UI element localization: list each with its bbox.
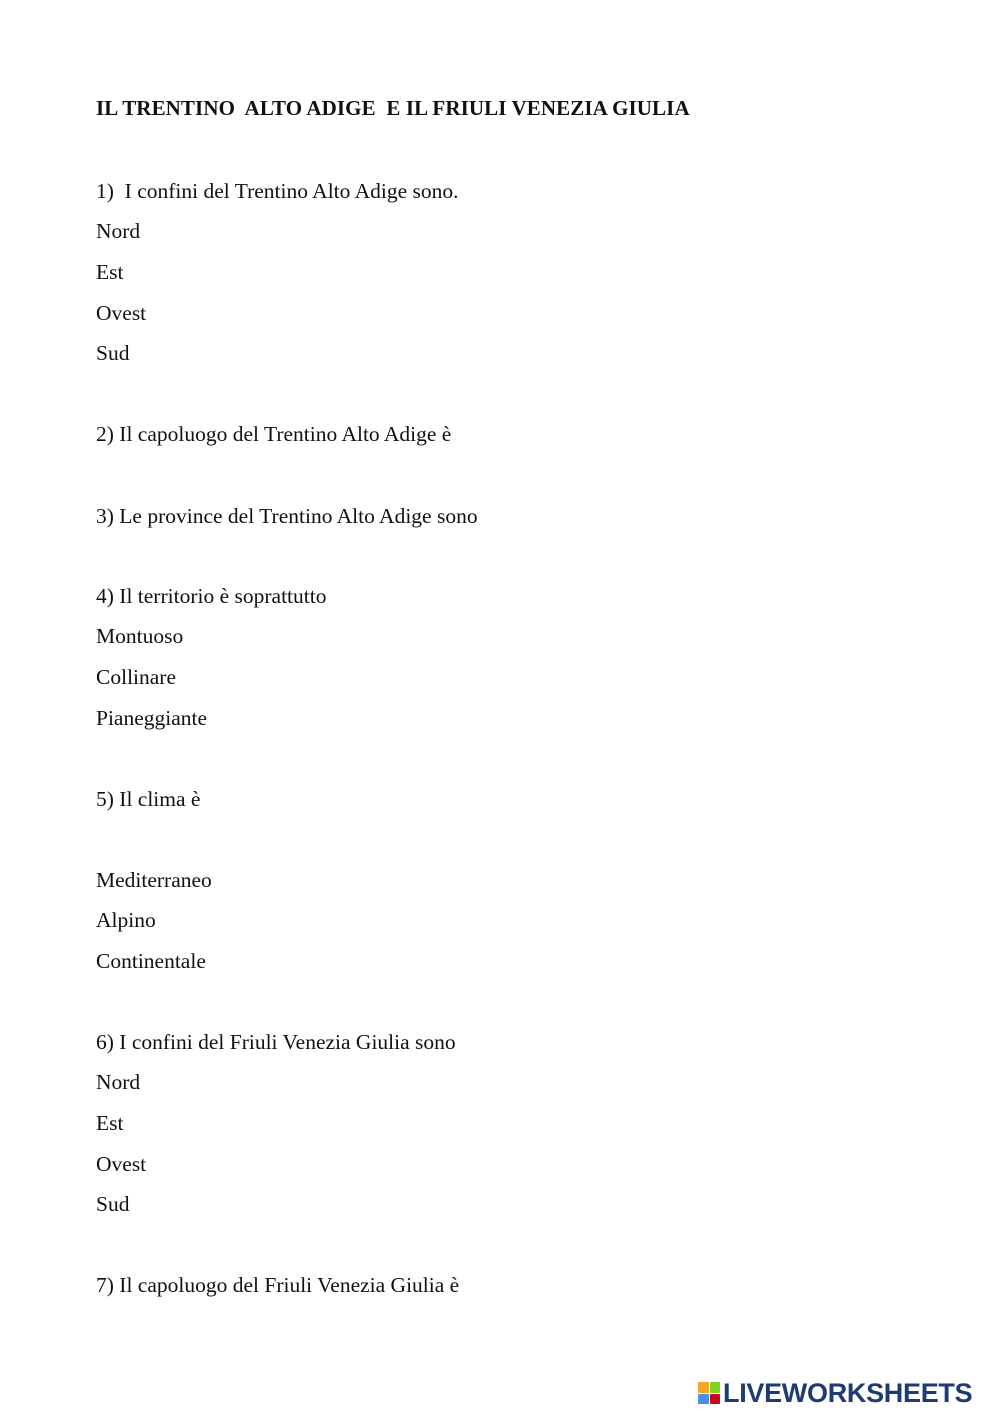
q1-option-ovest: Ovest <box>96 301 147 325</box>
q6-option-est: Est <box>96 1111 124 1135</box>
logo-icon-tile-3 <box>698 1394 709 1405</box>
liveworksheets-logo-icon <box>698 1382 720 1404</box>
q5-option-continentale: Continentale <box>96 949 206 973</box>
logo-icon-tile-1 <box>698 1382 709 1393</box>
question-1: 1) I confini del Trentino Alto Adige sono. <box>96 179 459 203</box>
q4-option-pianeggiante: Pianeggiante <box>96 706 208 730</box>
q1-option-sud: Sud <box>96 341 130 365</box>
question-5: 5) Il clima è <box>96 787 201 811</box>
logo-icon-tile-4 <box>710 1394 721 1405</box>
logo-icon-tile-2 <box>710 1382 721 1393</box>
question-6: 6) I confini del Friuli Venezia Giulia sono <box>96 1030 456 1054</box>
liveworksheets-logo <box>698 1377 973 1408</box>
q6-option-ovest: Ovest <box>96 1152 147 1176</box>
q4-option-montuoso: Montuoso <box>96 624 184 648</box>
liveworksheets-logo-text: LIVEWORKSHEETS <box>723 1377 973 1408</box>
question-2: 2) Il capoluogo del Trentino Alto Adige è <box>96 422 452 446</box>
q5-option-mediterraneo: Mediterraneo <box>96 868 212 892</box>
q5-option-alpino: Alpino <box>96 908 156 932</box>
q6-option-sud: Sud <box>96 1192 130 1216</box>
q4-option-collinare: Collinare <box>96 665 177 689</box>
question-4: 4) Il territorio è soprattutto <box>96 584 327 608</box>
worksheet-title: IL TRENTINO ALTO ADIGE E IL FRIULI VENEZIA GIULIA <box>96 96 690 120</box>
question-3: 3) Le province del Trentino Alto Adige sono <box>96 504 478 528</box>
q1-option-est: Est <box>96 260 124 284</box>
q1-option-nord: Nord <box>96 219 141 243</box>
question-7: 7) Il capoluogo del Friuli Venezia Giulia è <box>96 1273 460 1297</box>
q6-option-nord: Nord <box>96 1070 141 1094</box>
